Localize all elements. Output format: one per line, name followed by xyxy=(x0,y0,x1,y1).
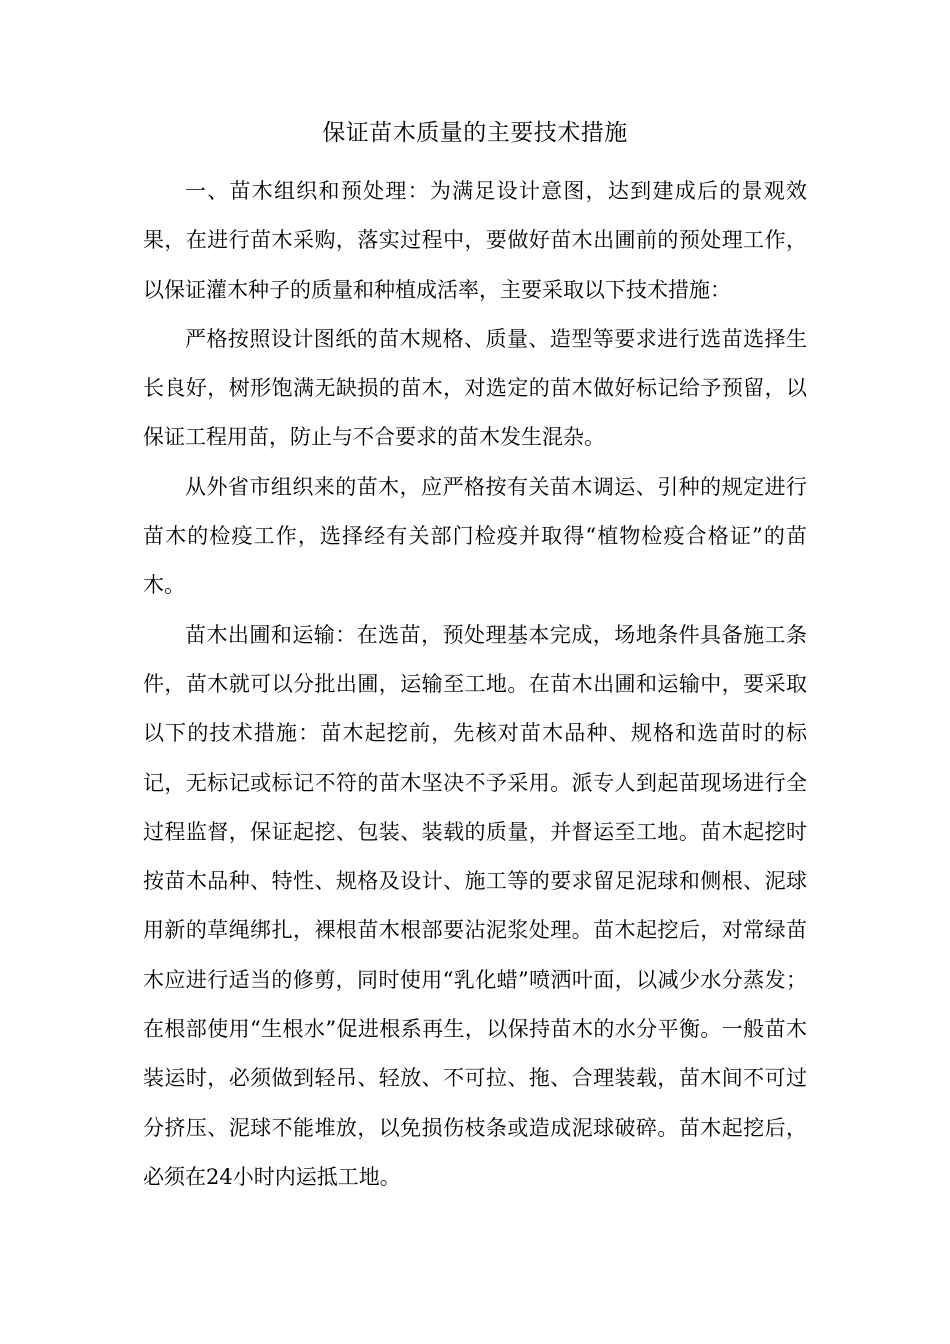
paragraph-seedling-pretreatment: 一、苗木组织和预处理：为满足设计意图，达到建成后的景观效果，在进行苗木采购，落实过程中，要做好苗木出圃前的预处理工作，以保证灌木种子的质量和种植成活率，主要采取以下技术措施： xyxy=(143,179,807,302)
paragraph-seedling-selection: 严格按照设计图纸的苗木规格、质量、造型等要求进行选苗选择生长良好，树形饱满无缺损的苗木，对选定的苗木做好标记给予预留，以保证工程用苗，防止与不合要求的苗木发生混杂。 xyxy=(143,326,807,450)
document-body xyxy=(143,167,807,1202)
paragraph-lifting-and-transport: 苗木出圃和运输：在选苗，预处理基本完成，场地条件具备施工条件，苗木就可以分批出圃，运输至工地。在苗木出圃和运输中，要采取以下的技术措施：苗木起挖前，先核对苗木品种、规格和选苗时的标记，无标记或标记不符的苗木坚决不予采用。派专人到起苗现场进行全过程监督，保证起挖、包装、装载的质量，并督运至工地。苗木起挖时按苗木品种、特性、规格及设计、施工等的要求留足泥球和侧根、泥球用新的草绳绑扎，裸根苗木根部要沾泥浆处理。苗木起挖后，对常绿苗木应进行适当的修剪，同时使用“乳化蜡”喷洒叶面，以减少水分蒸发；在根部使用“生根水”促进根系再生，以保持苗木的水分平衡。一般苗木装运时，必须做到轻吊、轻放、不可拉、拖、合理装载，苗木间不可过分挤压、泥球不能堆放，以免损伤枝条或造成泥球破碎。苗木起挖后，必须在24小时内运抵工地。 xyxy=(143,622,807,1189)
paragraph-quarantine: 从外省市组织来的苗木，应严格按有关苗木调运、引种的规定进行苗木的检疫工作，选择经有关部门检疫并取得“植物检疫合格证”的苗木。 xyxy=(143,474,807,598)
document-title: 保证苗木质量的主要技术措施 xyxy=(322,120,628,146)
